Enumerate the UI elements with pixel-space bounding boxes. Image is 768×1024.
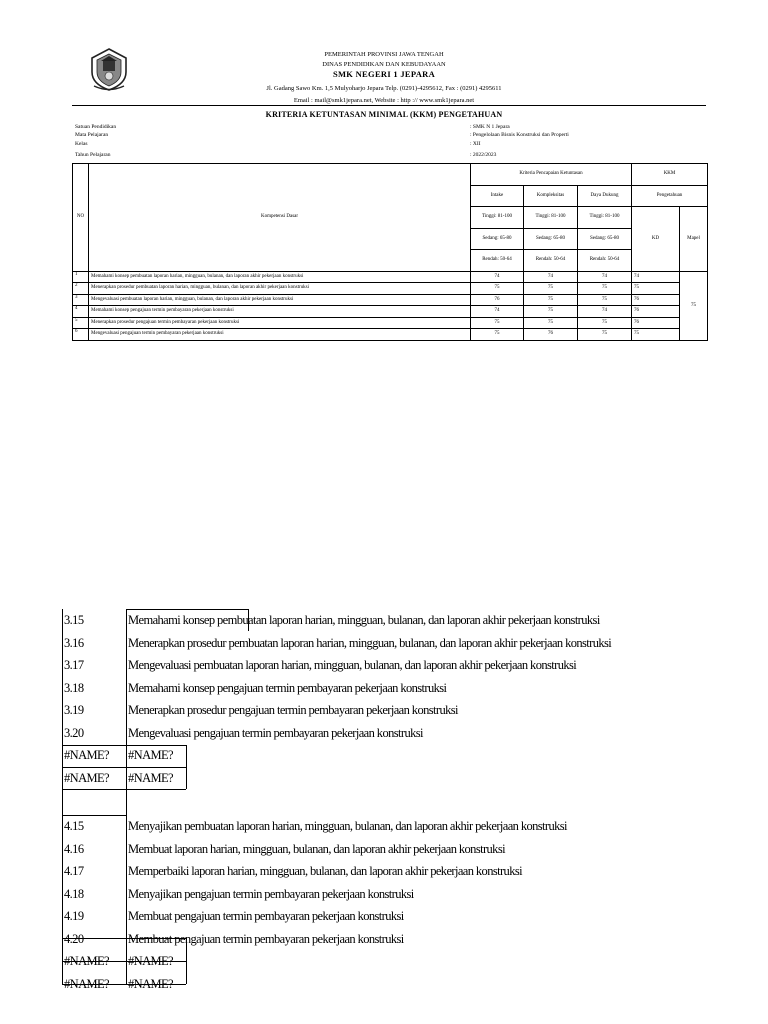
info-label: Tahun Pelajaran bbox=[75, 152, 111, 158]
header-kkm: KKM bbox=[632, 164, 708, 186]
header-line-2: DINAS PENDIDIKAN DAN KEBUDAYAAN bbox=[322, 61, 446, 68]
row-intake: 76 bbox=[471, 294, 524, 306]
info-value: : 2022/2023 bbox=[470, 152, 497, 158]
kkm-table bbox=[72, 163, 708, 341]
kd-code: #NAME? bbox=[64, 976, 110, 991]
row-kkm-kd: 76 bbox=[632, 317, 680, 329]
grid-line bbox=[62, 984, 186, 985]
table-row bbox=[73, 283, 708, 295]
row-kkm-kd: 75 bbox=[632, 329, 680, 341]
table-row bbox=[73, 294, 708, 306]
row-daya-dukung: 75 bbox=[578, 317, 632, 329]
kd-code: 4.20 bbox=[64, 931, 84, 946]
kd-description: #NAME? bbox=[128, 748, 174, 762]
criteria-rendah: Rendah: 50-64 bbox=[471, 250, 524, 272]
kd-code: 4.17 bbox=[64, 864, 84, 878]
kd-code: 3.18 bbox=[64, 680, 84, 695]
header-daya-dukung: Daya Dukung bbox=[578, 185, 632, 207]
header-mapel: Mapel bbox=[680, 207, 708, 272]
header-line-1: PEMERINTAH PROVINSI JAWA TENGAH bbox=[324, 51, 444, 58]
row-no: 2 bbox=[73, 283, 89, 295]
header-kriteria: Kriteria Pencapaian Ketuntasan bbox=[471, 164, 632, 186]
kd-description: Memahami konsep pengajuan termin pembayaran pekerjaan konstruksi bbox=[128, 680, 447, 695]
header-kd: KD bbox=[632, 207, 680, 272]
kd-code: 4.15 bbox=[64, 819, 84, 833]
row-kkm-kd: 74 bbox=[632, 271, 680, 283]
header-no: NO bbox=[73, 164, 89, 272]
document-title: KRITERIA KETUNTASAN MINIMAL (KKM) PENGETAHUAN bbox=[265, 110, 503, 119]
school-address: Jl. Gadang Sawo Km. 1,5 Mulyoharjo Jepara Telp. (0291)-4295612, Fax : (0291) 4295611 bbox=[266, 85, 502, 92]
row-kd: Memahami konsep pembuatan laporan harian, mingguan, bulanan, dan laporan akhir pekerjaan konstruksi bbox=[89, 271, 471, 283]
kd-description: #NAME? bbox=[128, 954, 174, 968]
kd-code: 4.19 bbox=[64, 909, 84, 923]
row-intake: 75 bbox=[471, 283, 524, 295]
criteria-sedang: Sedang: 65-80 bbox=[578, 228, 632, 250]
grid-line bbox=[126, 815, 127, 984]
row-no: 6 bbox=[73, 329, 89, 341]
grid-line bbox=[62, 609, 63, 789]
row-kd: Menerapkan prosedur pembuatan laporan harian, mingguan, bulanan, dan laporan akhir pekerjaan konstruksi bbox=[89, 283, 471, 295]
kd-description: Menyajikan pembuatan laporan harian, mingguan, bulanan, dan laporan akhir pekerjaan konstruksi bbox=[128, 819, 567, 833]
header-kompetensi-dasar: Kompetensi Dasar bbox=[89, 164, 471, 272]
kd-code: 3.15 bbox=[64, 613, 84, 627]
grid-line bbox=[62, 789, 186, 790]
row-daya-dukung: 74 bbox=[578, 306, 632, 318]
info-label: Mata Pelajaran bbox=[75, 132, 109, 138]
row-kd: Memahami konsep pengajuan termin pembayaran pekerjaan konstruksi bbox=[89, 306, 471, 318]
row-intake: 75 bbox=[471, 329, 524, 341]
kd-description: Membuat pengajuan termin pembayaran pekerjaan konstruksi bbox=[128, 931, 404, 946]
kd-code: 3.19 bbox=[64, 703, 84, 717]
row-intake: 74 bbox=[471, 306, 524, 318]
row-kkm-kd: 76 bbox=[632, 294, 680, 306]
table-row bbox=[73, 317, 708, 329]
criteria-tinggi: Tinggi: 81-100 bbox=[524, 207, 578, 229]
header-kompleksitas: Kompleksitas bbox=[524, 185, 578, 207]
kd-description: Mengevaluasi pembuatan laporan harian, mingguan, bulanan, dan laporan akhir pekerjaan konstruksi bbox=[128, 658, 577, 672]
criteria-rendah: Rendah: 50-64 bbox=[578, 250, 632, 272]
grid-line bbox=[62, 961, 186, 962]
row-kkm-kd: 76 bbox=[632, 306, 680, 318]
table-row bbox=[73, 306, 708, 318]
kd-description: Menyajikan pengajuan termin pembayaran pekerjaan konstruksi bbox=[128, 886, 414, 901]
row-kompleksitas: 75 bbox=[524, 283, 578, 295]
kd-code: 3.16 bbox=[64, 635, 84, 650]
row-kd: Mengevaluasi pembuatan laporan harian, mingguan, bulanan, dan laporan akhir pekerjaan konstruksi bbox=[89, 294, 471, 306]
info-value: : XII bbox=[470, 141, 481, 147]
kd-code: 4.18 bbox=[64, 886, 84, 901]
kd-description: #NAME? bbox=[128, 976, 174, 991]
kd-code: #NAME? bbox=[64, 770, 110, 785]
info-value: : SMK N 1 Jepara bbox=[470, 124, 510, 130]
grid-line bbox=[186, 938, 187, 984]
row-no: 1 bbox=[73, 271, 89, 283]
school-name: SMK NEGERI 1 JEPARA bbox=[332, 69, 436, 79]
kd-description: Membuat pengajuan termin pembayaran pekerjaan konstruksi bbox=[128, 909, 404, 923]
kd-description: Mengevaluasi pengajuan termin pembayaran pekerjaan konstruksi bbox=[128, 725, 423, 740]
row-kompleksitas: 75 bbox=[524, 294, 578, 306]
criteria-tinggi: Tinggi: 81-100 bbox=[471, 207, 524, 229]
info-label: Kelas bbox=[75, 141, 88, 147]
kd-description: Memahami konsep pembuatan laporan harian, mingguan, bulanan, dan laporan akhir pekerjaan konstruksi bbox=[128, 613, 600, 627]
grid-line bbox=[62, 938, 186, 939]
row-daya-dukung: 75 bbox=[578, 294, 632, 306]
row-no: 5 bbox=[73, 317, 89, 329]
kkm-mapel-value: 75 bbox=[680, 271, 708, 340]
kd-code: 4.16 bbox=[64, 841, 84, 856]
header-pengetahuan: Pengetahuan bbox=[632, 185, 708, 207]
grid-line bbox=[126, 609, 127, 789]
row-kompleksitas: 76 bbox=[524, 329, 578, 341]
row-intake: 74 bbox=[471, 271, 524, 283]
grid-line bbox=[248, 609, 249, 631]
row-kompleksitas: 75 bbox=[524, 306, 578, 318]
row-daya-dukung: 74 bbox=[578, 271, 632, 283]
header-rule bbox=[72, 105, 706, 106]
row-kd: Mengevaluasi pengajuan termin pembayaran pekerjaan konstruksi bbox=[89, 329, 471, 341]
criteria-tinggi: Tinggi: 81-100 bbox=[578, 207, 632, 229]
row-kompleksitas: 75 bbox=[524, 317, 578, 329]
row-intake: 75 bbox=[471, 317, 524, 329]
table-row bbox=[73, 271, 708, 283]
grid-line bbox=[62, 789, 63, 815]
grid-line bbox=[126, 789, 127, 815]
kd-description: #NAME? bbox=[128, 770, 174, 785]
table-row bbox=[73, 329, 708, 341]
row-kkm-kd: 75 bbox=[632, 283, 680, 295]
info-value: : Pengelolaan Bisnis Konstruksi dan Properti bbox=[470, 132, 569, 138]
row-no: 4 bbox=[73, 306, 89, 318]
row-kompleksitas: 74 bbox=[524, 271, 578, 283]
row-kd: Menerapkan prosedur pengajuan termin pembayaran pekerjaan konstruksi bbox=[89, 317, 471, 329]
info-label: Satuan Pendidikan bbox=[75, 124, 117, 130]
kd-description: Memperbaiki laporan harian, mingguan, bulanan, dan laporan akhir pekerjaan konstruksi bbox=[128, 864, 522, 878]
grid-line bbox=[62, 767, 186, 768]
header-intake: Intake bbox=[471, 185, 524, 207]
row-no: 3 bbox=[73, 294, 89, 306]
kd-description: Menerapkan prosedur pembuatan laporan harian, mingguan, bulanan, dan laporan akhir pekerjaan konstruksi bbox=[128, 635, 612, 650]
row-daya-dukung: 75 bbox=[578, 283, 632, 295]
criteria-rendah: Rendah: 50-64 bbox=[524, 250, 578, 272]
grid-line bbox=[62, 815, 126, 816]
grid-line bbox=[126, 609, 248, 610]
kd-description: Menerapkan prosedur pengajuan termin pembayaran pekerjaan konstruksi bbox=[128, 703, 458, 717]
criteria-sedang: Sedang: 65-80 bbox=[524, 228, 578, 250]
row-daya-dukung: 75 bbox=[578, 329, 632, 341]
criteria-sedang: Sedang: 65-80 bbox=[471, 228, 524, 250]
kd-description: Membuat laporan harian, mingguan, bulanan, dan laporan akhir pekerjaan konstruksi bbox=[128, 841, 505, 856]
kd-code: 3.17 bbox=[64, 658, 84, 672]
kd-code: #NAME? bbox=[64, 748, 110, 762]
grid-line bbox=[62, 815, 63, 984]
grid-line bbox=[62, 745, 186, 746]
school-contact: Email : mail@smk1jepara.net, Website : http :// www.smk1jepara.net bbox=[293, 97, 475, 104]
kd-code: #NAME? bbox=[64, 954, 110, 968]
grid-line bbox=[186, 745, 187, 789]
kd-code: 3.20 bbox=[64, 725, 84, 740]
